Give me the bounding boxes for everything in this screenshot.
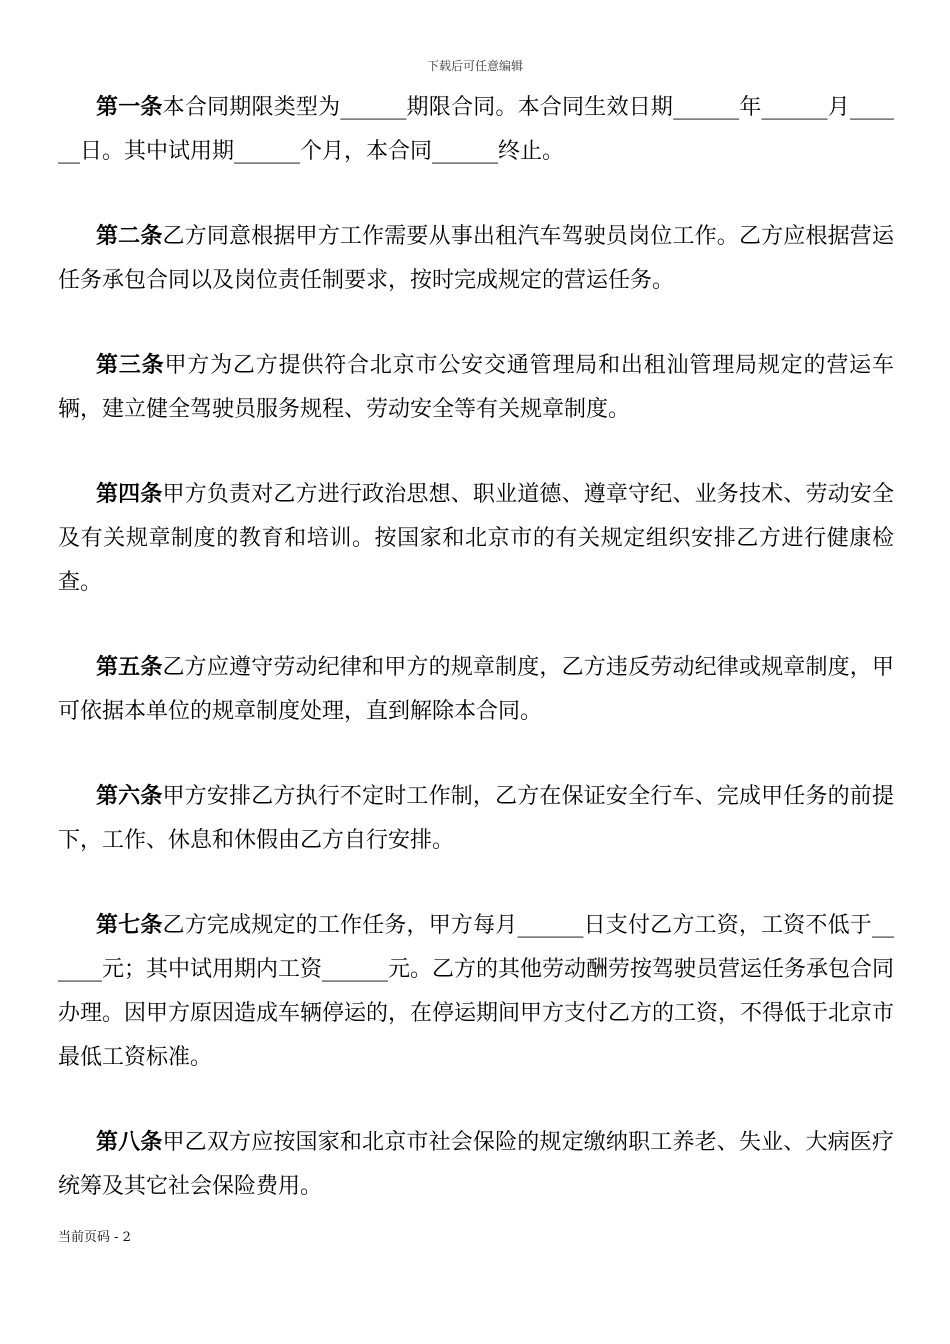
article-3	[58, 344, 894, 432]
article-6	[58, 775, 894, 863]
article-7	[58, 904, 894, 1080]
article-text: 甲乙双方应按国家和北京市社会保险的规定缴纳职工养老、失业、大病医疗统筹及其它社会保险费用。	[58, 1130, 894, 1199]
article-text: 乙方同意根据甲方工作需要从事出租汽车驾驶员岗位工作。乙方应根据营运任务承包合同以及岗位责任制要求，按时完成规定的营运任务。	[58, 224, 894, 293]
article-2	[58, 215, 894, 303]
article-text: 甲方负责对乙方进行政治思想、职业道德、遵章守纪、业务技术、劳动安全及有关规章制度的教育和培训。按国家和北京市的有关规定组织安排乙方进行健康检查。	[58, 482, 894, 595]
article-text: 甲方为乙方提供符合北京市公安交通管理局和出租汕管理局规定的营运车辆，建立健全驾驶员服务规程、劳动安全等有关规章制度。	[58, 353, 894, 422]
article-number: 第八条	[96, 1130, 163, 1155]
article-text: 乙方应遵守劳动纪律和甲方的规章制度，乙方违反劳动纪律或规章制度，甲可依据本单位的规章制度处理，直到解除本合同。	[58, 655, 894, 724]
article-number: 第二条	[96, 224, 163, 249]
article-1	[58, 86, 894, 174]
contract-body	[58, 86, 894, 1250]
article-text: 乙方完成规定的工作任务，甲方每月______日支付乙方工资，工资不低于______元；其中试用期内工资______元。乙方的其他劳动酬劳按驾驶员营运任务承包合同办理。因甲方原因造成车辆停运的，在停运期间甲方支付乙方的工资，不得低于北京市最低工资标准。	[58, 913, 895, 1070]
header-note: 下载后可任意编辑	[426, 59, 523, 73]
article-5	[58, 646, 894, 734]
article-number: 第六条	[96, 784, 163, 809]
article-number: 第三条	[96, 353, 165, 378]
article-number: 第一条	[96, 95, 163, 120]
article-text: 甲方安排乙方执行不定时工作制，乙方在保证安全行车、完成甲任务的前提下，工作、休息和休假由乙方自行安排。	[58, 784, 894, 853]
article-text: 本合同期限类型为______期限合同。本合同生效日期______年______月______日。其中试用期______个月，本合同______终止。	[58, 95, 894, 164]
page-number: 当前页码 - 2	[58, 1230, 131, 1245]
article-number: 第四条	[96, 482, 163, 507]
article-4	[58, 473, 894, 605]
article-number: 第五条	[96, 655, 163, 680]
article-number: 第七条	[96, 913, 163, 938]
article-8	[58, 1121, 894, 1209]
